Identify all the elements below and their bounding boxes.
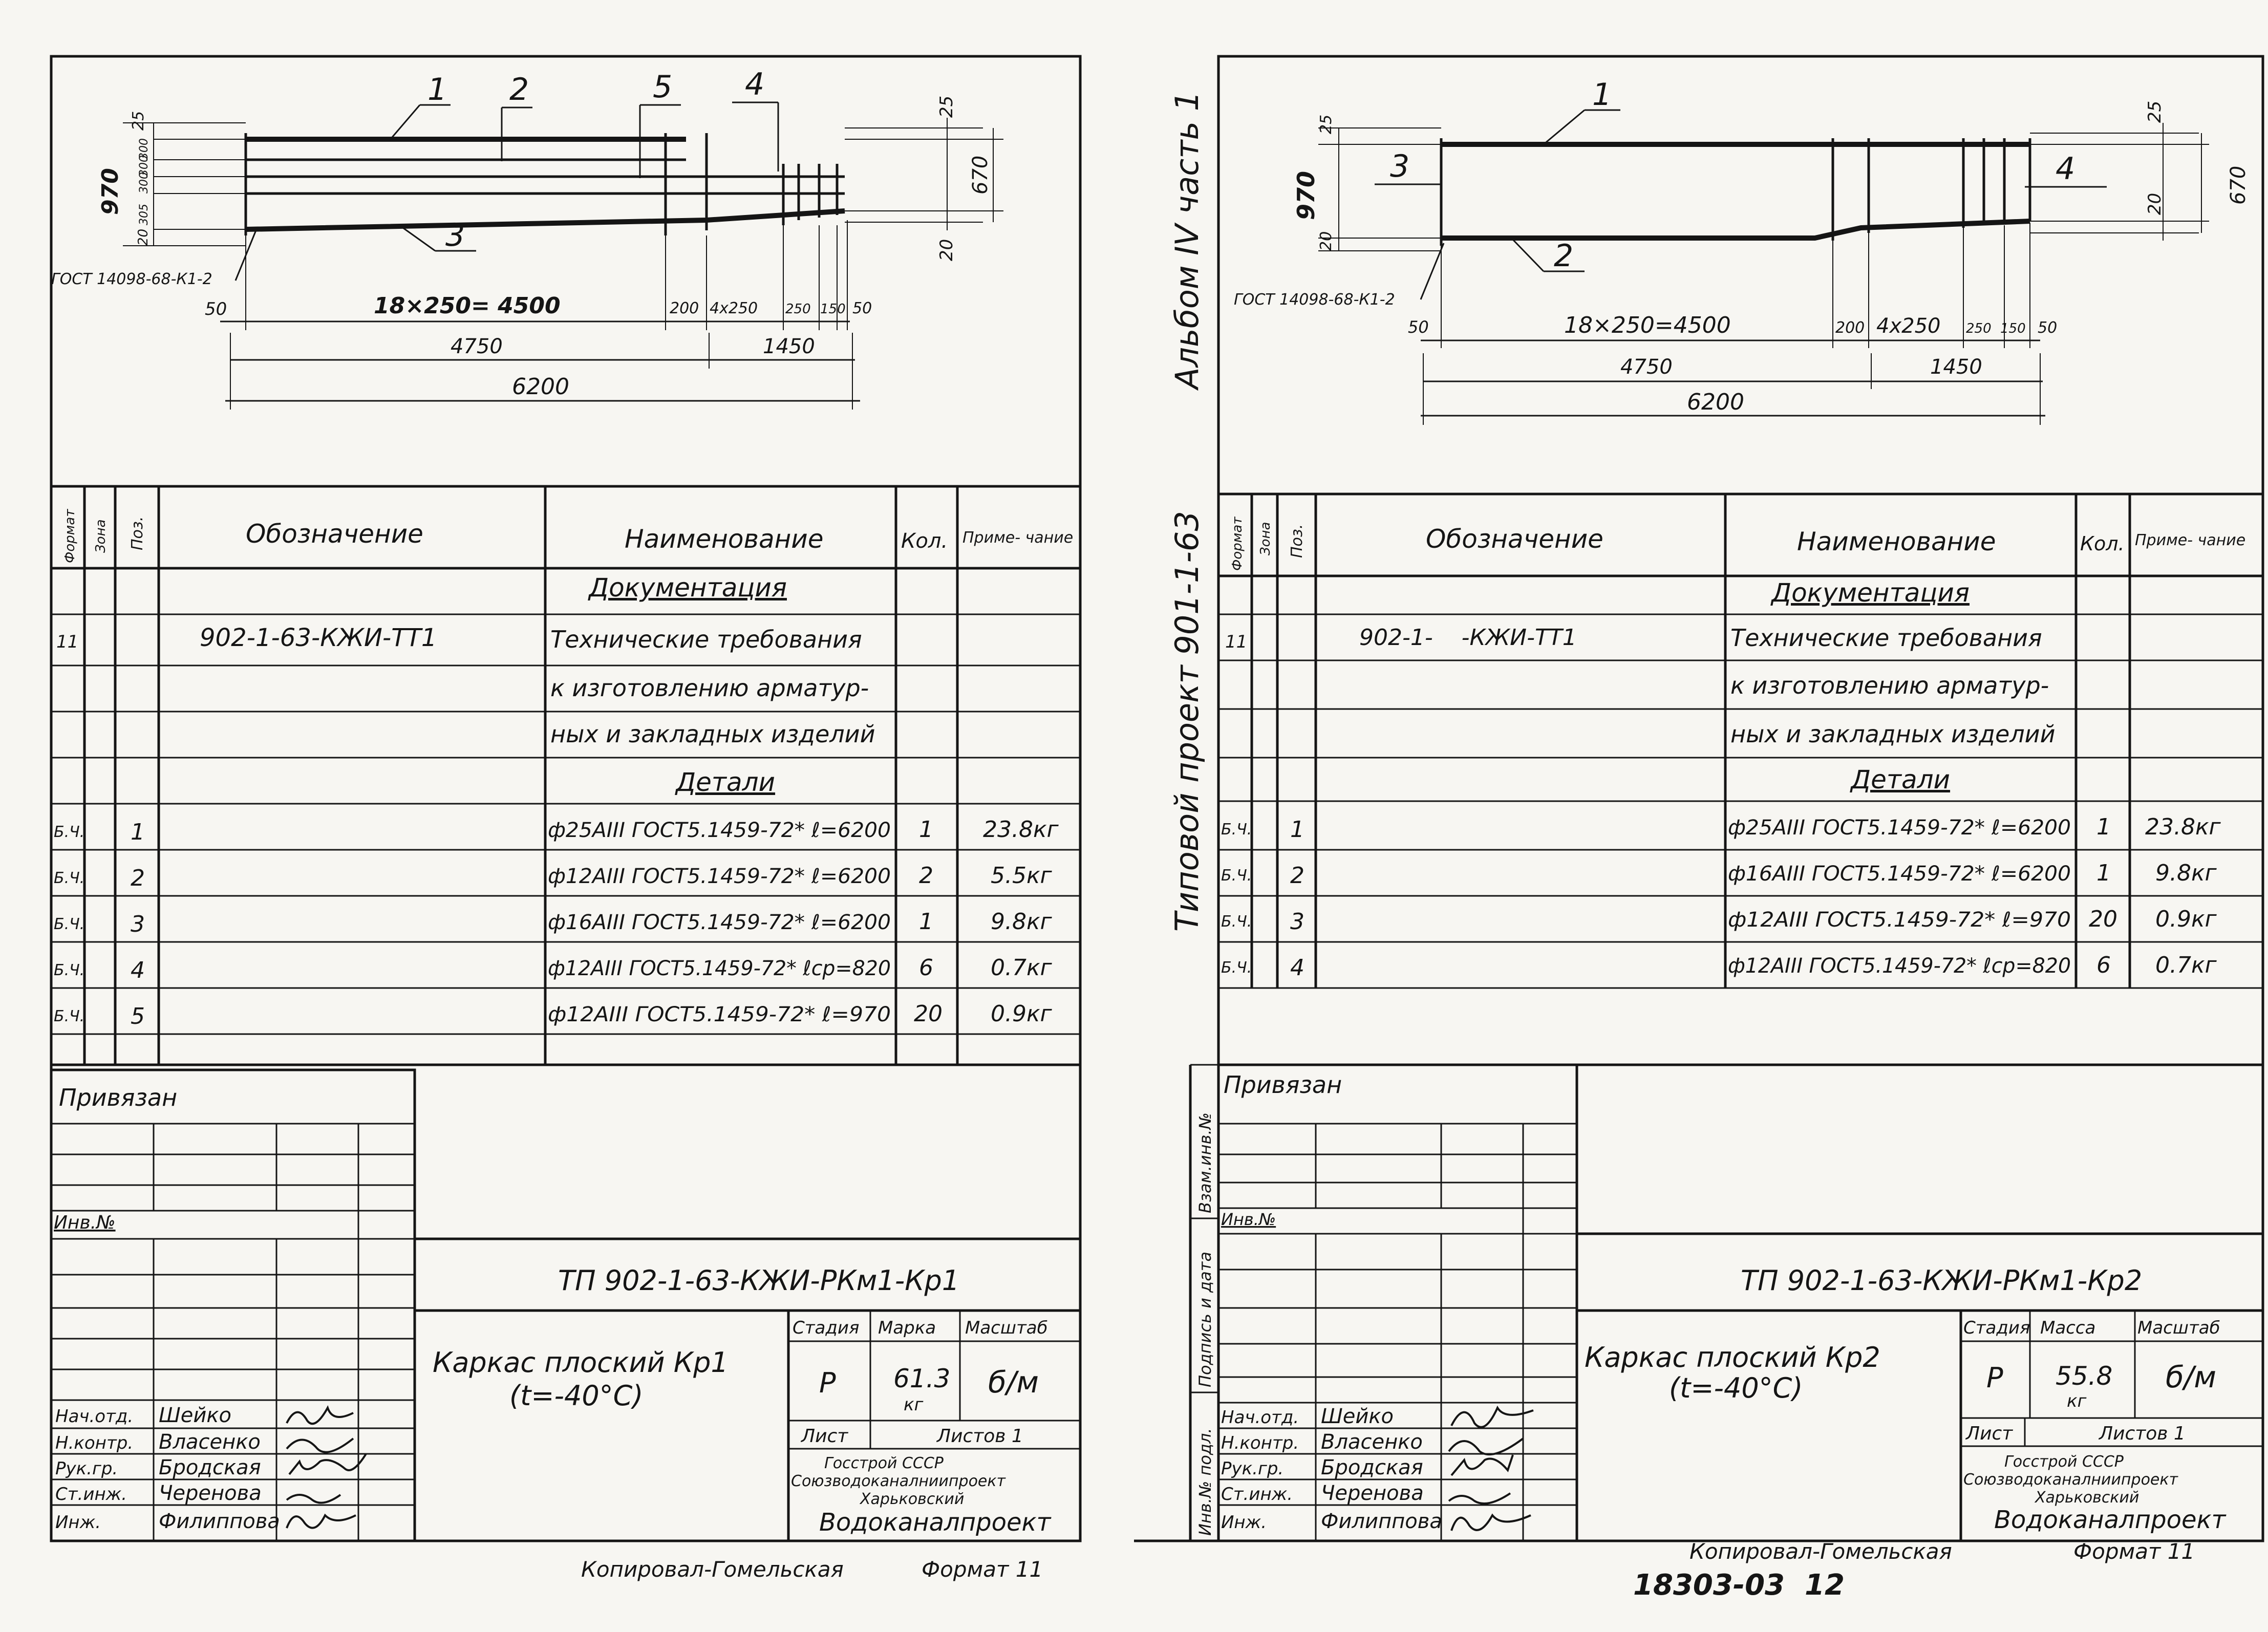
svg-text:2: 2 xyxy=(1290,863,1304,889)
org-line-4: Водоканалпроект xyxy=(1994,1506,2226,1534)
footer-copied: Копировал-Гомельская xyxy=(581,1557,844,1582)
dim-300: 300 xyxy=(138,138,151,160)
table-row xyxy=(1221,860,2217,889)
staff-name: Черенова xyxy=(159,1481,262,1505)
header-pos: Поз. xyxy=(129,516,146,550)
scale-value: б/м xyxy=(988,1365,1039,1400)
dim-right-20: 20 xyxy=(936,239,957,261)
dim-50: 50 xyxy=(205,299,227,319)
dim-200: 200 xyxy=(1835,319,1865,337)
org-line-3: Харьковский xyxy=(2035,1489,2139,1507)
dim-4x250: 4x250 xyxy=(1876,314,1941,338)
footer-copied: Копировал-Гомельская xyxy=(1689,1539,1952,1564)
svg-text:20: 20 xyxy=(2089,906,2117,932)
org-line-1: Госстрой СССР xyxy=(824,1454,944,1472)
dim-right-670: 670 xyxy=(969,155,992,195)
org-line-3: Харьковский xyxy=(860,1490,965,1508)
dim-250: 250 xyxy=(1966,321,1992,336)
header-format: Формат xyxy=(1230,517,1245,571)
dim-18x250: 18×250=4500 xyxy=(1564,312,1731,338)
callout-5: 5 xyxy=(653,69,673,105)
gost-weld-callout: ГОСТ 14098-68-К1-2 xyxy=(51,270,212,288)
callout-3: 3 xyxy=(445,218,465,253)
svg-text:Б.Ч.: Б.Ч. xyxy=(1221,821,1252,839)
stage-value: Р xyxy=(1986,1362,2003,1394)
staff-name: Власенко xyxy=(1321,1430,1423,1454)
side-label-inv: Инв.№ подл. xyxy=(1195,1428,1215,1536)
archive-number: 18303-03 12 xyxy=(1633,1569,1845,1602)
table-row xyxy=(54,863,1053,891)
svg-text:2: 2 xyxy=(919,863,933,889)
header-name: Наименование xyxy=(625,524,824,554)
dim-overall-height: 970 xyxy=(1292,170,1320,220)
staff-name: Филиппова xyxy=(159,1510,280,1533)
footer-format: Формат 11 xyxy=(922,1557,1043,1582)
sheet-right-canvas xyxy=(1134,0,2268,1632)
table-row xyxy=(54,817,1059,845)
svg-text:6: 6 xyxy=(919,955,933,981)
table-row xyxy=(1221,952,2217,981)
section-documentation: Документация xyxy=(589,573,787,603)
svg-text:3: 3 xyxy=(131,911,145,937)
callout-4: 4 xyxy=(745,67,765,102)
mass-value: 55.8 xyxy=(2056,1361,2113,1391)
dim-20: 20 xyxy=(136,228,151,246)
spec-table xyxy=(1218,494,2263,1065)
svg-text:1: 1 xyxy=(131,819,145,845)
svg-text:4: 4 xyxy=(131,957,145,983)
section-documentation: Документация xyxy=(1771,578,1970,608)
rebar-drawing xyxy=(51,67,1003,410)
org-line-1: Госстрой СССР xyxy=(2004,1453,2124,1471)
staff-name: Черенова xyxy=(1321,1481,1424,1505)
staff-name: Шейко xyxy=(159,1404,232,1427)
dim-50-right: 50 xyxy=(852,299,872,317)
table-row xyxy=(54,1001,1053,1029)
svg-text:1: 1 xyxy=(1290,817,1304,843)
table-row xyxy=(54,955,1053,983)
header-designation: Обозначение xyxy=(1426,524,1603,554)
mark-label: Марка xyxy=(878,1318,936,1338)
doc-name-line-3: ных и закладных изделий xyxy=(1730,720,2056,748)
scale-label: Масштаб xyxy=(2137,1318,2220,1338)
title-block xyxy=(1218,1065,2263,1541)
staff-name: Бродская xyxy=(159,1456,261,1479)
rebar-drawing xyxy=(1234,77,2250,425)
sheet-frame xyxy=(1218,56,2263,1541)
attached-label: Привязан xyxy=(1224,1071,1342,1099)
svg-text:ф12АIII ГОСТ5.1459-72* ℓср=820: ф12АIII ГОСТ5.1459-72* ℓср=820 xyxy=(1728,954,2071,978)
callout-2: 2 xyxy=(509,72,529,108)
staff-role: Нач.отд. xyxy=(1221,1407,1299,1428)
svg-text:ф25АIII ГОСТ5.1459-72* ℓ=6200: ф25АIII ГОСТ5.1459-72* ℓ=6200 xyxy=(1728,816,2071,840)
doc-name-line-1: Технические требования xyxy=(1730,624,2042,652)
staff-role: Рук.гр. xyxy=(55,1458,118,1479)
org-line-4: Водоканалпроект xyxy=(819,1508,1051,1537)
svg-text:ф12АIII ГОСТ5.1459-72* ℓ=6200: ф12АIII ГОСТ5.1459-72* ℓ=6200 xyxy=(548,865,891,888)
dim-4750: 4750 xyxy=(451,335,503,358)
svg-text:Б.Ч.: Б.Ч. xyxy=(54,869,85,887)
svg-text:20: 20 xyxy=(914,1001,943,1027)
svg-text:0.7кг: 0.7кг xyxy=(991,955,1052,981)
staff-role: Инж. xyxy=(55,1512,101,1533)
staff-name: Филиппова xyxy=(1321,1510,1442,1533)
svg-text:1: 1 xyxy=(2096,860,2111,886)
staff-role: Нач.отд. xyxy=(55,1406,134,1427)
bar-3 xyxy=(246,211,845,229)
callout-1: 1 xyxy=(1592,77,1612,113)
svg-text:0.9кг: 0.9кг xyxy=(2155,906,2217,932)
svg-text:9.8кг: 9.8кг xyxy=(2155,860,2217,886)
staff-role: Ст.инж. xyxy=(1221,1484,1293,1505)
svg-text:Б.Ч.: Б.Ч. xyxy=(1221,959,1252,977)
dim-250: 250 xyxy=(785,302,811,317)
doc-name-line-1: Технические требования xyxy=(550,626,862,653)
callout-2: 2 xyxy=(1554,238,1574,274)
sheet-right xyxy=(1134,0,2268,1632)
inv-label: Инв.№ xyxy=(1221,1210,1276,1229)
doc-format: 11 xyxy=(1225,632,1248,652)
inv-label: Инв.№ xyxy=(54,1212,116,1233)
svg-text:0.7кг: 0.7кг xyxy=(2155,952,2217,978)
svg-text:Б.Ч.: Б.Ч. xyxy=(54,915,85,933)
project-code: ТП 902-1-63-КЖИ-РКм1-Кр1 xyxy=(558,1264,960,1297)
org-line-2: Союзводоканалниипроект xyxy=(1963,1471,2178,1489)
sheet-label: Лист xyxy=(1966,1423,2013,1444)
dim-25: 25 xyxy=(130,111,147,131)
drawing-temp: (t=-40°С) xyxy=(509,1380,644,1412)
svg-text:ф12АIII ГОСТ5.1459-72* ℓ=970: ф12АIII ГОСТ5.1459-72* ℓ=970 xyxy=(548,1003,891,1026)
header-qty: Кол. xyxy=(2080,532,2125,555)
doc-name-line-2: к изготовлению арматур- xyxy=(1730,672,2049,699)
svg-text:ф16АIII ГОСТ5.1459-72* ℓ=6200: ф16АIII ГОСТ5.1459-72* ℓ=6200 xyxy=(1728,862,2071,886)
svg-text:1: 1 xyxy=(2096,814,2111,840)
svg-text:Б.Ч.: Б.Ч. xyxy=(54,961,85,979)
header-format: Формат xyxy=(62,509,78,563)
svg-text:6: 6 xyxy=(2096,952,2111,978)
bar-2 xyxy=(1441,221,2030,238)
mass-unit: кг xyxy=(2067,1391,2087,1411)
dim-right-20: 20 xyxy=(2145,192,2165,215)
handwritten-signatures xyxy=(1449,1408,1533,1531)
header-pos: Поз. xyxy=(1288,524,1306,558)
doc-name-line-3: ных и закладных изделий xyxy=(550,720,875,748)
dim-25: 25 xyxy=(1317,114,1335,134)
dim-6200: 6200 xyxy=(512,374,569,400)
header-name: Наименование xyxy=(1797,527,1996,556)
dim-300: 300 xyxy=(138,172,151,194)
dim-right-25: 25 xyxy=(2145,100,2165,123)
dim-20: 20 xyxy=(1317,231,1335,251)
gost-weld-callout: ГОСТ 14098-68-К1-2 xyxy=(1234,291,1395,309)
dim-4x250: 4x250 xyxy=(710,299,758,317)
table-row xyxy=(1221,906,2217,935)
table-row xyxy=(1221,814,2221,843)
doc-designation: 902-1-63-КЖИ-ТТ1 xyxy=(200,624,437,652)
drawing-name: Каркас плоский Кр2 xyxy=(1585,1341,1880,1373)
org-line-2: Союзводоканалниипроект xyxy=(791,1472,1005,1490)
svg-text:5: 5 xyxy=(131,1003,145,1029)
title-block xyxy=(51,1070,1080,1541)
svg-text:ф25АIII ГОСТ5.1459-72* ℓ=6200: ф25АIII ГОСТ5.1459-72* ℓ=6200 xyxy=(548,819,891,842)
stage-label: Стадия xyxy=(793,1318,860,1338)
doc-designation: 902-1- -КЖИ-ТТ1 xyxy=(1359,625,1577,651)
stage-label: Стадия xyxy=(1963,1318,2030,1338)
side-label-replaces: Взам.инв.№ xyxy=(1195,1112,1215,1213)
album-label: Альбом IV часть 1 xyxy=(1168,91,1206,389)
staff-name: Власенко xyxy=(159,1430,261,1454)
svg-text:1: 1 xyxy=(919,817,933,843)
header-note: Приме- чание xyxy=(962,529,1074,547)
header-zone: Зона xyxy=(1258,522,1273,555)
callout-4: 4 xyxy=(2056,151,2076,187)
svg-text:5.5кг: 5.5кг xyxy=(991,863,1052,889)
dim-1450: 1450 xyxy=(763,335,815,358)
mass-label: Масса xyxy=(2040,1318,2096,1338)
scale-value: б/м xyxy=(2166,1360,2217,1394)
dim-1450: 1450 xyxy=(1930,355,1982,379)
dim-4750: 4750 xyxy=(1620,355,1673,379)
svg-text:9.8кг: 9.8кг xyxy=(991,909,1052,935)
sheets-count: Листов 1 xyxy=(2099,1423,2186,1444)
dim-overall-height: 970 xyxy=(97,168,123,215)
svg-text:1: 1 xyxy=(919,909,933,935)
dim-50: 50 xyxy=(1408,317,1429,337)
svg-text:23.8кг: 23.8кг xyxy=(983,817,1059,843)
sheets-count: Листов 1 xyxy=(937,1426,1023,1447)
svg-text:ф16АIII ГОСТ5.1459-72* ℓ=6200: ф16АIII ГОСТ5.1459-72* ℓ=6200 xyxy=(548,911,891,934)
svg-text:23.8кг: 23.8кг xyxy=(2145,814,2221,840)
project-code: ТП 902-1-63-КЖИ-РКм1-Кр2 xyxy=(1741,1264,2143,1297)
dim-300: 300 xyxy=(138,155,151,177)
dim-305: 305 xyxy=(138,204,151,225)
drawing-name: Каркас плоский Кр1 xyxy=(433,1346,729,1379)
doc-format: 11 xyxy=(56,632,79,652)
svg-text:0.9кг: 0.9кг xyxy=(991,1001,1052,1027)
footer-format: Формат 11 xyxy=(2073,1539,2195,1564)
header-note: Приме- чание xyxy=(2135,531,2246,549)
side-label-signature: Подпись и дата xyxy=(1195,1251,1215,1387)
staff-name: Бродская xyxy=(1321,1456,1423,1479)
section-details: Детали xyxy=(1851,765,1951,794)
svg-text:4: 4 xyxy=(1290,955,1304,981)
header-qty: Кол. xyxy=(901,529,948,553)
dim-6200: 6200 xyxy=(1687,389,1744,415)
stage-value: Р xyxy=(819,1367,836,1399)
staff-role: Инж. xyxy=(1221,1512,1267,1533)
doc-name-line-2: к изготовлению арматур- xyxy=(550,674,869,702)
header-designation: Обозначение xyxy=(246,519,423,549)
staff-role: Рук.гр. xyxy=(1221,1458,1284,1479)
svg-text:2: 2 xyxy=(131,865,145,891)
spec-table xyxy=(51,486,1080,1065)
section-details: Детали xyxy=(676,767,776,797)
handwritten-signatures xyxy=(287,1408,366,1528)
staff-role: Ст.инж. xyxy=(55,1484,127,1505)
callout-3: 3 xyxy=(1390,148,1410,184)
drawing-temp: (t=-40°С) xyxy=(1669,1372,1803,1404)
dim-right-670: 670 xyxy=(2227,165,2250,205)
dim-150: 150 xyxy=(2000,321,2026,336)
table-row xyxy=(54,909,1053,937)
svg-text:Б.Ч.: Б.Ч. xyxy=(1221,867,1252,885)
staff-role: Н.контр. xyxy=(1221,1433,1299,1453)
mass-unit: кг xyxy=(904,1394,924,1415)
project-label: Типовой проект 901-1-63 xyxy=(1168,511,1206,932)
dim-50-right: 50 xyxy=(2038,319,2058,337)
staff-name: Шейко xyxy=(1321,1405,1394,1428)
mass-value: 61.3 xyxy=(893,1364,951,1393)
attached-label: Привязан xyxy=(59,1084,178,1111)
callout-1: 1 xyxy=(427,72,447,108)
svg-text:Б.Ч.: Б.Ч. xyxy=(54,823,85,841)
header-zone: Зона xyxy=(93,519,109,553)
dim-150: 150 xyxy=(820,302,846,317)
dim-right-25: 25 xyxy=(936,95,957,118)
dim-18x250: 18×250= 4500 xyxy=(374,293,561,319)
svg-text:3: 3 xyxy=(1290,909,1304,935)
svg-text:Б.Ч.: Б.Ч. xyxy=(54,1007,85,1025)
dim-200: 200 xyxy=(670,299,699,317)
svg-text:Б.Ч.: Б.Ч. xyxy=(1221,913,1252,931)
scale-label: Масштаб xyxy=(965,1318,1048,1338)
svg-text:ф12АIII ГОСТ5.1459-72* ℓср=820: ф12АIII ГОСТ5.1459-72* ℓср=820 xyxy=(548,957,891,980)
svg-text:ф12АIII ГОСТ5.1459-72* ℓ=970: ф12АIII ГОСТ5.1459-72* ℓ=970 xyxy=(1728,908,2071,932)
staff-role: Н.контр. xyxy=(55,1433,134,1453)
sheet-label: Лист xyxy=(801,1426,848,1447)
